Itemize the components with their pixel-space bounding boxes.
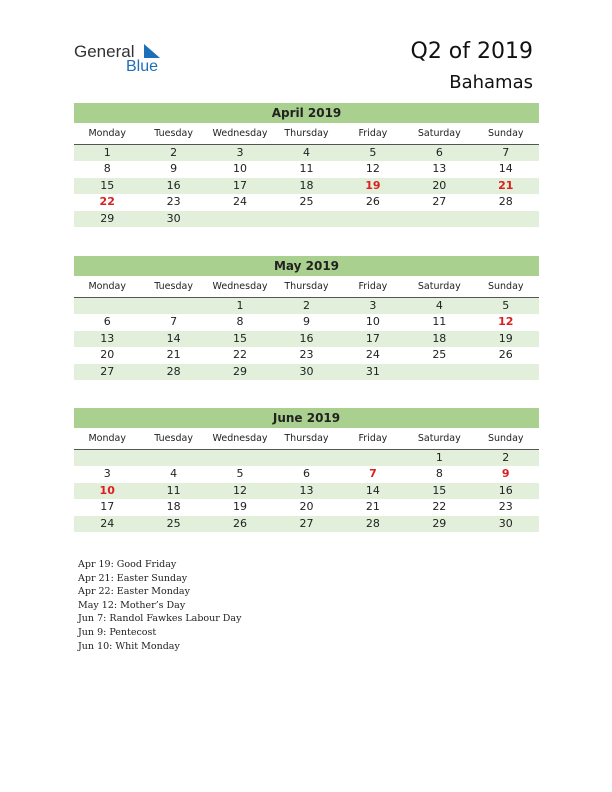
day-cell: 10: [365, 315, 380, 329]
weekday-label: Friday: [358, 433, 388, 444]
week-row: [74, 194, 539, 210]
day-cell: 3: [103, 467, 111, 481]
day-cell: 22: [432, 500, 447, 514]
day-cell: 1: [435, 451, 443, 464]
day-cell: 11: [299, 162, 314, 176]
weekday-label: Thursday: [284, 128, 329, 139]
weekday-label: Thursday: [284, 281, 329, 292]
day-cell: 21: [365, 500, 380, 514]
day-cell: 8: [103, 162, 111, 176]
day-cell: 13: [299, 483, 314, 497]
day-cell: [207, 450, 273, 466]
day-cell: 22: [233, 348, 248, 362]
weekday-label: Sunday: [487, 281, 524, 292]
day-cell: 8: [236, 315, 244, 329]
day-cell: 23: [166, 195, 181, 209]
weekday-header-row: [74, 125, 539, 145]
country-name: Bahamas: [449, 72, 533, 93]
day-cell: 3: [236, 146, 244, 159]
day-cell: 14: [166, 331, 181, 345]
day-cell: 2: [502, 451, 510, 464]
weekday-label: Monday: [88, 433, 126, 444]
day-cell: 24: [100, 516, 115, 530]
day-cell: [140, 298, 206, 314]
day-cell: 5: [369, 146, 377, 159]
day-cell: 17: [365, 331, 380, 345]
day-cell: 18: [432, 331, 447, 345]
week-row: [74, 211, 539, 227]
day-cell: 10: [99, 483, 115, 497]
holiday-item: Apr 21: Easter Sunday: [78, 572, 188, 584]
day-cell: [340, 450, 406, 466]
holiday-item: May 12: Mother’s Day: [78, 599, 186, 611]
weekday-label: Tuesday: [154, 128, 193, 139]
day-cell: 16: [498, 483, 513, 497]
day-cell: 17: [100, 500, 115, 514]
day-cell: 21: [166, 348, 181, 362]
week-row: [74, 364, 539, 380]
day-cell: 6: [302, 467, 310, 481]
day-cell: [207, 211, 273, 227]
day-cell: 27: [299, 516, 314, 530]
day-cell: 28: [166, 364, 181, 378]
weekday-label: Thursday: [284, 433, 329, 444]
holiday-item: Apr 22: Easter Monday: [78, 586, 190, 598]
day-cell: 22: [99, 195, 115, 209]
day-cell: [340, 211, 406, 227]
week-row: [74, 145, 539, 161]
day-cell: 26: [365, 195, 380, 209]
month-calendar-april: [74, 103, 539, 227]
day-cell: 12: [498, 315, 514, 329]
day-cell: 4: [435, 299, 443, 312]
week-row: [74, 483, 539, 499]
day-cell: 18: [299, 178, 314, 192]
holiday-list: [78, 558, 241, 653]
logo-blue-text: Blue: [126, 58, 159, 75]
day-cell: 15: [100, 178, 115, 192]
day-cell: [273, 211, 339, 227]
day-cell: 27: [100, 364, 115, 378]
day-cell: 11: [166, 483, 181, 497]
weekday-label: Saturday: [417, 128, 461, 139]
week-row: [74, 516, 539, 532]
day-cell: 20: [432, 178, 447, 192]
day-cell: 4: [302, 146, 310, 159]
day-cell: 31: [365, 364, 380, 378]
holiday-item: Jun 7: Randol Fawkes Labour Day: [78, 613, 242, 625]
day-cell: 1: [103, 146, 111, 159]
weeks-container: [74, 450, 539, 532]
day-cell: 15: [233, 331, 248, 345]
day-cell: 29: [100, 211, 115, 225]
day-cell: 16: [166, 178, 181, 192]
day-cell: 25: [299, 195, 314, 209]
logo: [74, 42, 174, 78]
day-cell: 10: [233, 162, 248, 176]
day-cell: 28: [498, 195, 513, 209]
day-cell: [406, 364, 472, 380]
week-row: [74, 499, 539, 515]
day-cell: 18: [166, 500, 181, 514]
day-cell: 26: [498, 348, 513, 362]
day-cell: 9: [302, 315, 310, 329]
day-cell: 24: [233, 195, 248, 209]
day-cell: 12: [233, 483, 248, 497]
day-cell: 11: [432, 315, 447, 329]
weekday-label: Wednesday: [212, 281, 268, 292]
day-cell: 5: [502, 299, 510, 312]
day-cell: [273, 450, 339, 466]
weekday-label: Monday: [88, 281, 126, 292]
day-cell: 2: [170, 146, 178, 159]
weekday-label: Tuesday: [154, 281, 193, 292]
day-cell: 29: [233, 364, 248, 378]
day-cell: 7: [369, 467, 377, 481]
day-cell: 9: [501, 467, 510, 481]
month-header: April 2019: [74, 103, 539, 123]
day-cell: 13: [432, 162, 447, 176]
week-row: [74, 450, 539, 466]
week-row: [74, 314, 539, 330]
week-row: [74, 466, 539, 482]
weekday-label: Friday: [358, 281, 388, 292]
week-row: [74, 331, 539, 347]
day-cell: 1: [236, 299, 244, 312]
week-row: [74, 178, 539, 194]
month-calendar-may: [74, 256, 539, 380]
weeks-container: [74, 298, 539, 380]
day-cell: 25: [432, 348, 447, 362]
day-cell: 13: [100, 331, 115, 345]
day-cell: [74, 450, 140, 466]
day-cell: 19: [365, 178, 381, 192]
weekday-label: Friday: [358, 128, 388, 139]
day-cell: 7: [170, 315, 178, 329]
day-cell: 9: [170, 162, 178, 176]
day-cell: 23: [299, 348, 314, 362]
day-cell: 27: [432, 195, 447, 209]
day-cell: 20: [299, 500, 314, 514]
day-cell: 26: [233, 516, 248, 530]
day-cell: 16: [299, 331, 314, 345]
weekday-header-row: [74, 430, 539, 450]
day-cell: 29: [432, 516, 447, 530]
day-cell: [140, 450, 206, 466]
week-row: [74, 347, 539, 363]
day-cell: 30: [166, 211, 181, 225]
month-header: June 2019: [74, 408, 539, 428]
day-cell: [406, 211, 472, 227]
weekday-header-row: [74, 278, 539, 298]
holiday-item: Apr 19: Good Friday: [78, 559, 177, 570]
weekday-label: Wednesday: [212, 128, 268, 139]
week-row: [74, 298, 539, 314]
week-row: [74, 161, 539, 177]
day-cell: 3: [369, 299, 377, 312]
holiday-item: Jun 10: Whit Monday: [78, 640, 180, 652]
logo-general-text: General: [74, 42, 135, 61]
day-cell: 30: [299, 364, 314, 378]
weekday-label: Tuesday: [154, 433, 193, 444]
day-cell: [473, 211, 539, 227]
weeks-container: [74, 145, 539, 227]
weekday-label: Wednesday: [212, 433, 268, 444]
weekday-label: Sunday: [487, 433, 524, 444]
day-cell: 4: [170, 467, 178, 481]
day-cell: 19: [233, 500, 248, 514]
day-cell: 17: [233, 178, 248, 192]
day-cell: 12: [365, 162, 380, 176]
day-cell: 14: [498, 162, 513, 176]
holiday-item: Jun 9: Pentecost: [78, 626, 157, 638]
day-cell: 8: [435, 467, 443, 481]
day-cell: 2: [302, 299, 310, 312]
month-calendar-june: [74, 408, 539, 532]
day-cell: [74, 298, 140, 314]
day-cell: 28: [365, 516, 380, 530]
day-cell: 25: [166, 516, 181, 530]
day-cell: 24: [365, 348, 380, 362]
month-header: May 2019: [74, 256, 539, 276]
weekday-label: Saturday: [417, 281, 461, 292]
day-cell: 20: [100, 348, 115, 362]
day-cell: 5: [236, 467, 244, 481]
weekday-label: Monday: [88, 128, 126, 139]
weekday-label: Sunday: [487, 128, 524, 139]
day-cell: 14: [365, 483, 380, 497]
day-cell: [473, 364, 539, 380]
day-cell: 6: [435, 146, 443, 159]
day-cell: 15: [432, 483, 447, 497]
weekday-label: Saturday: [417, 433, 461, 444]
day-cell: 7: [502, 146, 510, 159]
day-cell: 23: [498, 500, 513, 514]
day-cell: 6: [103, 315, 111, 329]
day-cell: 30: [498, 516, 513, 530]
page-title: Q2 of 2019: [410, 39, 533, 64]
day-cell: 19: [498, 331, 513, 345]
day-cell: 21: [498, 178, 514, 192]
